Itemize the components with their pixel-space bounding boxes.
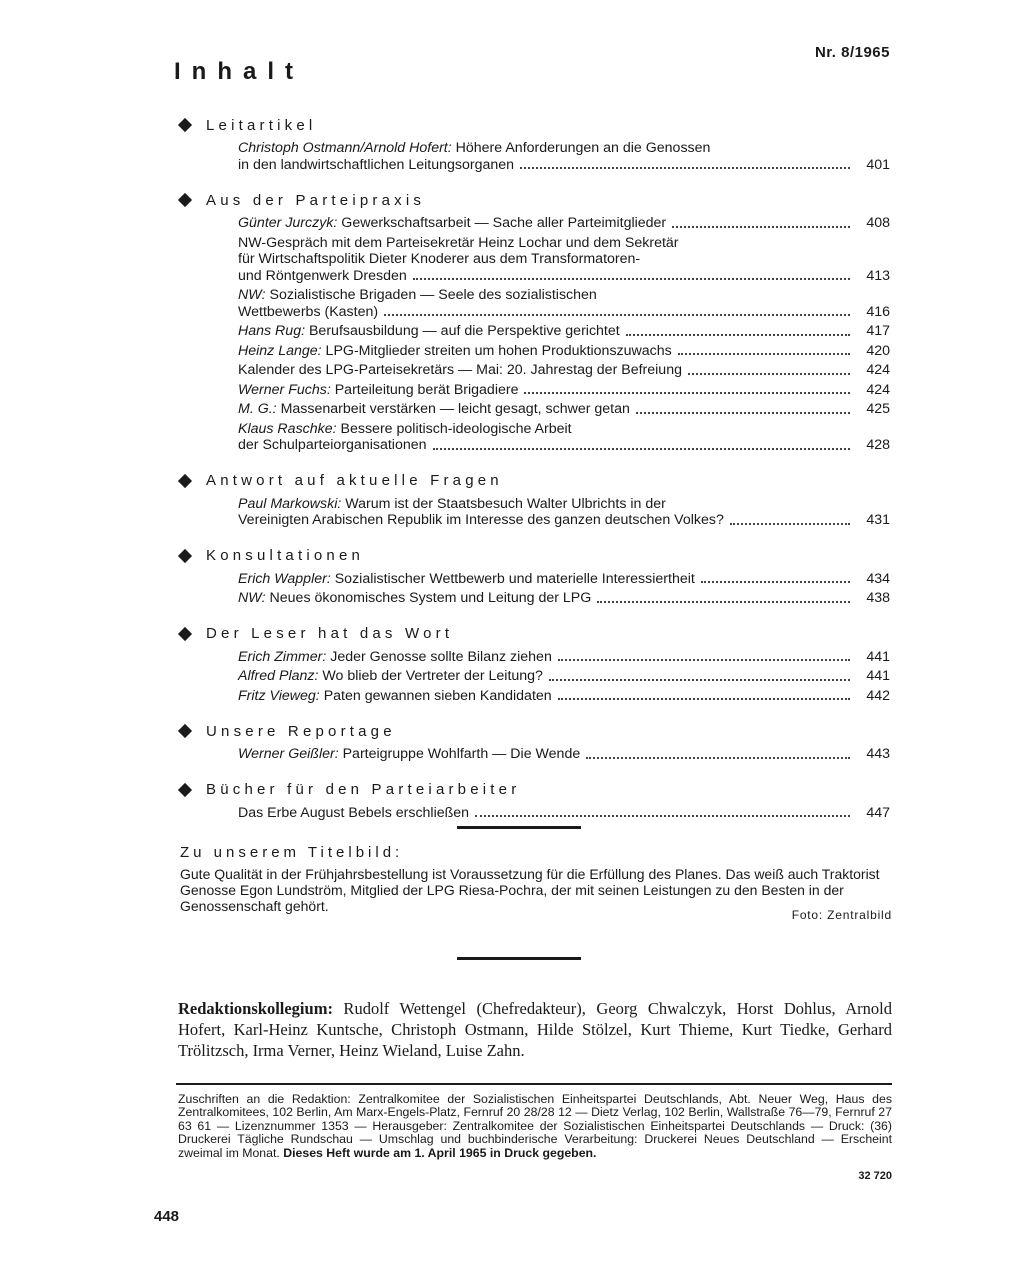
- entry-page-number: 416: [866, 303, 890, 320]
- entry-title: Parteileitung berät Brigadiere: [330, 381, 519, 398]
- toc-entry-line: [238, 421, 890, 438]
- entry-author: Alfred Planz:: [238, 668, 319, 684]
- section-heading: [178, 779, 890, 801]
- toc-section: [178, 779, 890, 822]
- editorial-board: [178, 998, 892, 1061]
- imprint-rule: [176, 1083, 892, 1085]
- toc-entry: [178, 235, 890, 285]
- entry-title: Paten gewannen sieben Kandidaten: [319, 687, 552, 704]
- toc-entry: [178, 215, 890, 232]
- entry-page-number: 424: [866, 381, 890, 398]
- entry-title: Neues ökonomisches System und Leitung der LPG: [265, 590, 592, 606]
- toc-entry-line: [238, 401, 890, 418]
- section-heading: [178, 720, 890, 742]
- toc-entry: [178, 287, 890, 320]
- toc-section: [178, 545, 890, 607]
- dot-leader: [701, 581, 850, 583]
- editorial-board-members: Rudolf Wettengel (Chefredakteur), Georg Chwalczyk, Horst Dohlus, Arnold Hofert, Karl-Heinz Kuntsche, Christoph Ostmann, Hilde Stölzel, Kurt Thieme, Kurt Tiedke, Gerhard Trölitzsch, Irma Verner, Heinz Wieland, Luise Zahn.: [178, 999, 892, 1060]
- dot-leader: [678, 353, 850, 355]
- entry-page-number: 417: [866, 323, 890, 339]
- entry-author: Christoph Ostmann/Arnold Hofert:: [238, 140, 452, 156]
- toc-entry-line: [238, 268, 890, 285]
- caption-text: Gute Qualität in der Frühjahrsbestellung ist Voraussetzung für die Erfüllung des Planes. Das weiß auch Traktorist Genosse Egon Lundström, Mitglied der LPG Riesa-Pochra, der mit seinen Leistungen zu den Besten in der Genossenschaft gehört.: [180, 866, 880, 914]
- entry-title: Gewerkschaftsarbeit — Sache aller Parteimitglieder: [337, 215, 667, 231]
- diamond-bullet-icon: [178, 782, 192, 796]
- section-heading-text: Antwort auf aktuelle Fragen: [206, 472, 503, 489]
- entry-author: Fritz Vieweg:: [238, 687, 320, 704]
- entry-author: Erich Wappler:: [238, 570, 331, 587]
- entry-author: Werner Fuchs:: [238, 381, 331, 398]
- toc-entry-line: [238, 157, 890, 174]
- entry-author: Erich Zimmer:: [238, 648, 327, 665]
- entry-page-number: 431: [866, 512, 890, 528]
- entry-author: Heinz Lange:: [238, 342, 322, 359]
- dot-leader: [549, 679, 850, 681]
- toc-entry: [178, 140, 890, 173]
- toc-entry: [178, 805, 890, 822]
- entry-page-number: 428: [866, 437, 890, 453]
- entry-author: NW:: [238, 287, 266, 303]
- toc-entry-line: [238, 437, 890, 454]
- section-heading: [178, 189, 890, 211]
- toc-entry-line: [238, 362, 890, 379]
- table-of-contents: [178, 114, 890, 837]
- dot-leader: [586, 757, 850, 759]
- entry-page-number: 443: [866, 746, 890, 762]
- entry-title: in den landwirtschaftlichen Leitungsorganen: [238, 156, 515, 173]
- entry-title: Warum ist der Staatsbesuch Walter Ulbrichts in der: [341, 495, 666, 512]
- toc-entry: [178, 571, 890, 588]
- entry-page-number: 447: [866, 804, 890, 821]
- dot-leader: [520, 167, 850, 169]
- toc-entry-line: [238, 251, 890, 268]
- toc-entry-line: [238, 496, 890, 513]
- entry-title: LPG-Mitglieder streiten um hohen Produktionszuwachs: [321, 342, 672, 359]
- entry-title: Kalender des LPG-Parteisekretärs — Mai: 20. Jahrestag der Befreiung: [238, 362, 682, 378]
- entry-page-number: 420: [866, 342, 890, 359]
- dot-leader: [558, 659, 850, 661]
- toc-entry-line: [238, 287, 890, 304]
- section-heading-text: Unsere Reportage: [206, 722, 396, 740]
- toc-section: [178, 189, 890, 454]
- entry-page-number: 438: [866, 590, 890, 606]
- entry-title: für Wirtschaftspolitik Dieter Knoderer aus dem Transformatoren-: [238, 251, 641, 267]
- toc-section: [178, 470, 890, 529]
- entry-title: Parteigruppe Wohlfarth — Die Wende: [338, 746, 581, 762]
- toc-entry-line: [238, 805, 890, 822]
- entry-title: Berufsausbildung — auf die Perspektive gerichtet: [305, 323, 620, 339]
- toc-entry-line: [238, 571, 890, 588]
- entry-page-number: 441: [866, 648, 890, 665]
- dot-leader: [524, 392, 850, 394]
- section-heading: [178, 623, 890, 645]
- entry-title: Wo blieb der Vertreter der Leitung?: [318, 668, 543, 684]
- entry-author: NW:: [238, 590, 266, 606]
- dot-leader: [730, 523, 850, 525]
- toc-entry: [178, 362, 890, 379]
- toc-entry-line: [238, 304, 890, 321]
- entry-page-number: 408: [866, 215, 890, 231]
- dot-leader: [626, 334, 850, 336]
- toc-entry-line: [238, 668, 890, 685]
- diamond-bullet-icon: [178, 626, 192, 640]
- entry-title: Jeder Genosse sollte Bilanz ziehen: [326, 648, 552, 665]
- toc-entry-line: [238, 590, 890, 607]
- entry-author: M. G.:: [238, 401, 277, 417]
- section-heading-text: Leitartikel: [206, 116, 317, 134]
- toc-section: [178, 720, 890, 763]
- entry-title: Das Erbe August Bebels erschließen: [238, 804, 470, 821]
- dot-leader: [384, 314, 850, 316]
- entry-title: der Schulparteiorganisationen: [238, 437, 427, 453]
- page-number: 448: [154, 1208, 180, 1225]
- toc-entry: [178, 421, 890, 454]
- dot-leader: [433, 448, 850, 450]
- toc-entry-line: [238, 215, 890, 232]
- entry-title: Vereinigten Arabischen Republik im Interesse des ganzen deutschen Volkes?: [238, 512, 724, 528]
- section-heading: [178, 545, 890, 567]
- entry-author: Klaus Raschke:: [238, 420, 337, 437]
- page-title: Inhalt: [174, 58, 304, 85]
- dot-leader: [597, 601, 850, 603]
- toc-entry: [178, 688, 890, 705]
- dot-leader: [672, 226, 850, 228]
- entry-author: Hans Rug:: [238, 323, 306, 339]
- diamond-bullet-icon: [178, 193, 192, 207]
- print-note: Dieses Heft wurde am 1. April 1965 in Druck gegeben.: [283, 1145, 597, 1160]
- photo-credit: Foto: Zentralbild: [791, 908, 892, 922]
- entry-page-number: 425: [866, 401, 890, 417]
- section-heading-text: Konsultationen: [206, 547, 365, 564]
- toc-entry-line: [238, 649, 890, 666]
- entry-title: und Röntgenwerk Dresden: [238, 267, 407, 284]
- entry-page-number: 441: [866, 668, 890, 684]
- entry-author: Günter Jurczyk:: [238, 215, 338, 231]
- imprint: [178, 1093, 892, 1160]
- section-heading: [178, 470, 890, 492]
- section-heading-text: Bücher für den Parteiarbeiter: [206, 781, 521, 798]
- entry-title: Massenarbeit verstärken — leicht gesagt, schwer getan: [276, 401, 630, 417]
- entry-page-number: 424: [866, 362, 890, 378]
- entry-title: Bessere politisch-ideologische Arbeit: [336, 420, 572, 437]
- section-heading-text: Aus der Parteipraxis: [206, 191, 426, 209]
- dot-leader: [558, 698, 850, 700]
- separator-rule: [457, 826, 581, 829]
- entry-page-number: 442: [866, 687, 890, 704]
- section-heading: [178, 114, 890, 136]
- entry-title: Sozialistische Brigaden — Seele des sozialistischen: [265, 287, 597, 303]
- section-heading-text: Der Leser hat das Wort: [206, 625, 454, 642]
- entry-page-number: 434: [866, 570, 890, 587]
- toc-entry: [178, 323, 890, 340]
- toc-entry-line: [238, 382, 890, 399]
- toc-entry-line: [238, 323, 890, 340]
- toc-entry: [178, 590, 890, 607]
- toc-entry: [178, 649, 890, 666]
- dot-leader: [688, 373, 850, 375]
- toc-entry: [178, 668, 890, 685]
- diamond-bullet-icon: [178, 548, 192, 562]
- toc-entry: [178, 496, 890, 529]
- entry-title: Sozialistischer Wettbewerb und materielle Interessiertheit: [330, 570, 695, 587]
- editorial-board-label: Redaktionskollegium:: [178, 999, 333, 1018]
- caption-heading: Zu unserem Titelbild:: [180, 844, 404, 861]
- toc-entry-line: [238, 235, 890, 252]
- entry-author: Paul Markowski:: [238, 495, 342, 512]
- toc-entry-line: [238, 343, 890, 360]
- imprint-text: Zuschriften an die Redaktion: Zentralkomitee der Sozialistischen Einheitspartei Deutschlands, Abt. Neuer Weg, Haus des Zentralkomitees, 102 Berlin, Am Marx-Engels-Platz, Fernruf 20 28/28 12 — Dietz Verlag, 102 Berlin, Wallstraße 76—79, Fernruf 27 63 61 — Lizenznummer 1353 — Herausgeber: Zentralkomitee der Sozialistischen Einheitspartei Deutschlands — Druck: (36) Druckerei Tägliche Rundschau — Umschlag und buchbinderische Verarbeitung: Druckerei Neues Deutschland — Erscheint zweimal im Monat.: [178, 1092, 892, 1160]
- print-code: 32 720: [858, 1170, 892, 1182]
- diamond-bullet-icon: [178, 724, 192, 738]
- issue-number: Nr. 8/1965: [814, 44, 890, 61]
- toc-entry-line: [238, 140, 890, 157]
- toc-section: [178, 623, 890, 705]
- toc-entry: [178, 401, 890, 418]
- entry-page-number: 401: [866, 156, 890, 173]
- entry-author: Werner Geißler:: [238, 746, 339, 762]
- toc-entry-line: [238, 688, 890, 705]
- entry-title: NW-Gespräch mit dem Parteisekretär Heinz Lochar und dem Sekretär: [238, 234, 679, 251]
- diamond-bullet-icon: [178, 473, 192, 487]
- toc-entry-line: [238, 746, 890, 763]
- entry-title: Wettbewerbs (Kasten): [238, 303, 379, 320]
- toc-entry: [178, 746, 890, 763]
- dot-leader: [475, 815, 850, 817]
- toc-entry: [178, 382, 890, 399]
- dot-leader: [636, 412, 850, 414]
- entry-page-number: 413: [866, 267, 890, 284]
- toc-section: [178, 114, 890, 173]
- separator-rule: [457, 957, 581, 960]
- entry-title: Höhere Anforderungen an die Genossen: [451, 140, 711, 156]
- toc-entry-line: [238, 512, 890, 529]
- toc-entry: [178, 343, 890, 360]
- dot-leader: [413, 278, 850, 280]
- diamond-bullet-icon: [178, 118, 192, 132]
